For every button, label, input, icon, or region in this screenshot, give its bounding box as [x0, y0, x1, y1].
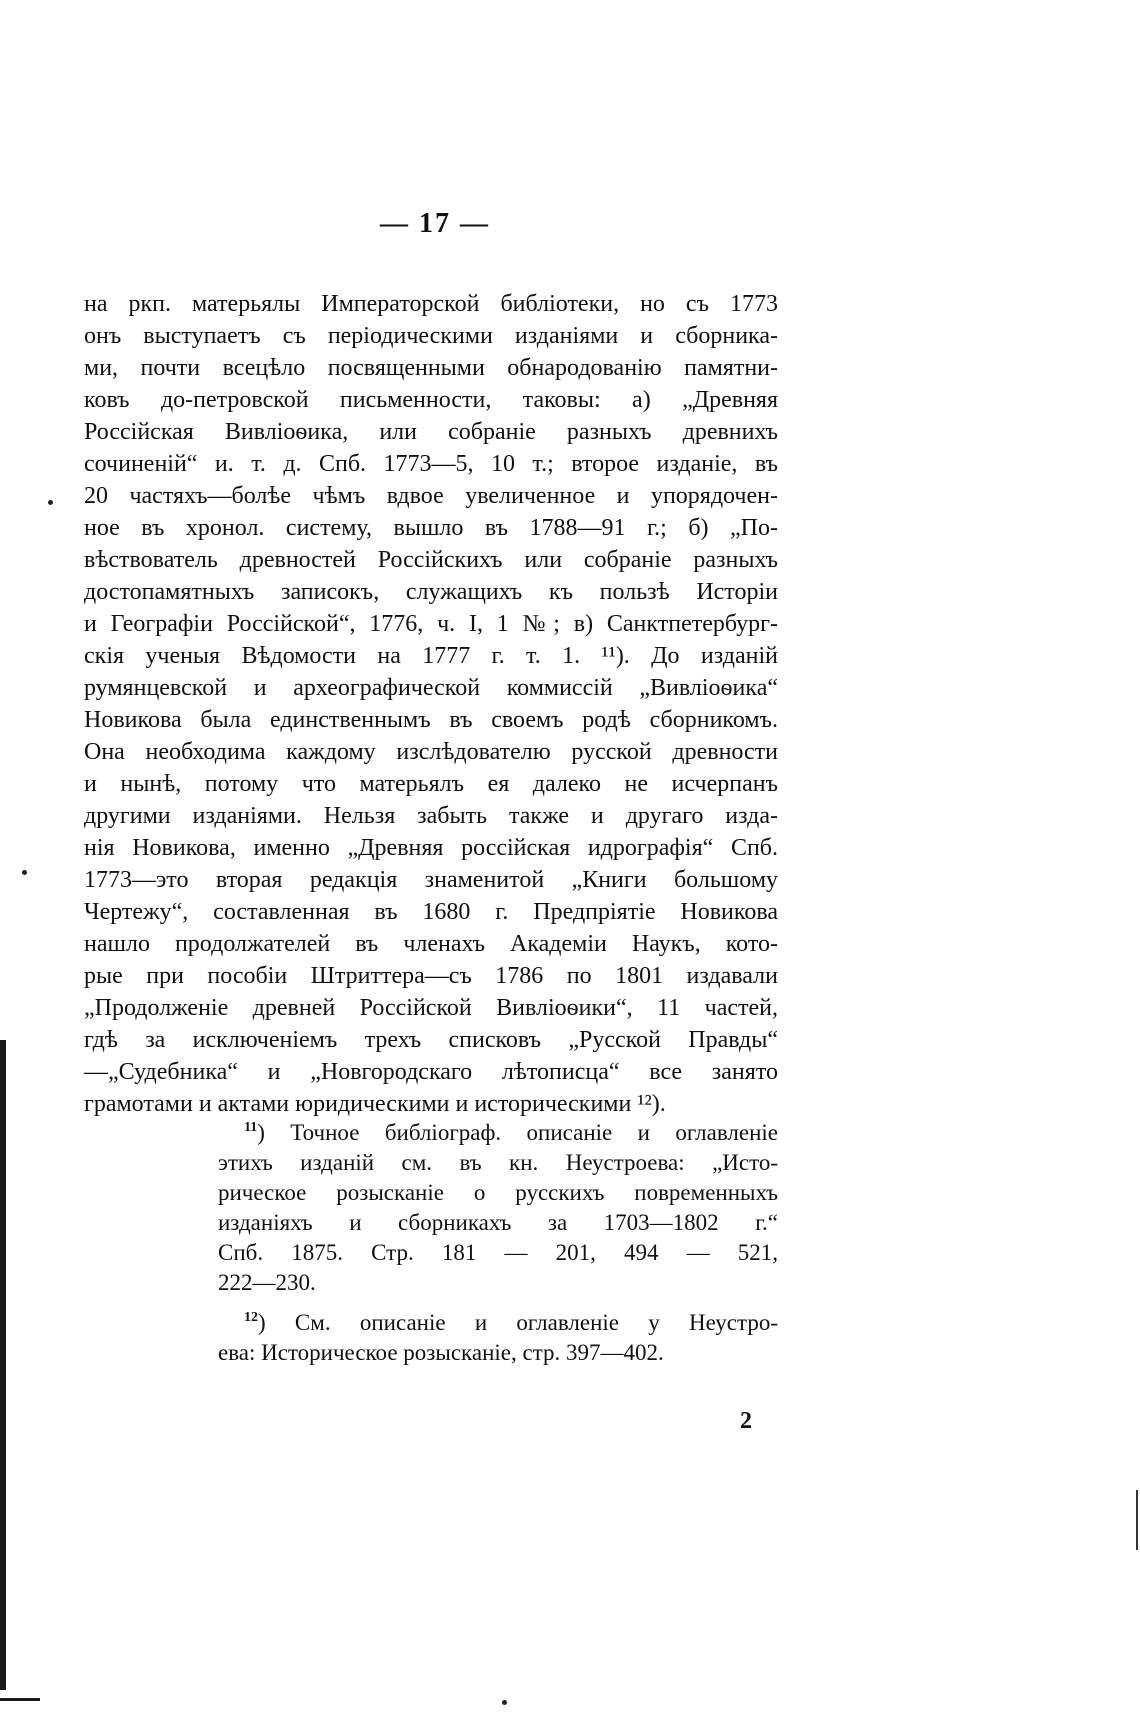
- footnote-line: Спб. 1875. Стр. 181 — 201, 494 — 521,: [218, 1240, 778, 1265]
- footnote-line: этихъ изданій см. въ кн. Неустроева: „Исто-: [218, 1150, 778, 1175]
- text-line: и Географіи Россійской“, 1776, ч. I, 1 №; в) Санктпетербург-: [84, 611, 778, 637]
- scan-shadow-bottom: [0, 1698, 40, 1701]
- text-line: ное въ хронол. систему, вышло въ 1788—91 г.; б) „По-: [84, 515, 778, 541]
- text-line: Россійская Вивліоѳика, или собраніе разныхъ древнихъ: [84, 419, 778, 445]
- text-line: нашло продолжателей въ членахъ Академіи Наукъ, кото-: [84, 931, 778, 957]
- text-line: 20 частяхъ—болѣе чѣмъ вдвое увеличенное и упорядочен-: [84, 483, 778, 509]
- scan-speck: [502, 1700, 507, 1705]
- footnote: [218, 1118, 778, 1298]
- text-line: гдѣ за исключеніемъ трехъ списковъ „Русской Правды“: [84, 1027, 778, 1053]
- text-line: сочиненій“ и. т. д. Спб. 1773—5, 10 т.; второе изданіе, въ: [84, 451, 778, 477]
- footnote-marker: 12: [244, 1310, 258, 1325]
- text-line: на ркп. матерьялы Императорской библіотеки, но съ 1773: [84, 291, 778, 317]
- text-line: —„Судебника“ и „Новгородскаго лѣтописца“ все занято: [84, 1059, 778, 1085]
- signature-mark: 2: [740, 1408, 752, 1434]
- text-line: грамотами и актами юридическими и историческими ¹²).: [84, 1091, 666, 1117]
- text-line: скія ученыя Вѣдомости на 1777 г. т. 1. ¹¹). До изданій: [84, 643, 778, 669]
- text-line: нія Новикова, именно „Древняя россійская идрографія“ Спб.: [84, 835, 778, 861]
- footnotes: [218, 1118, 778, 1378]
- text-line: другими изданіями. Нельзя забыть также и другаго изда-: [84, 803, 778, 829]
- text-line: вѣствователь древностей Россійскихъ или собраніе разныхъ: [84, 547, 778, 573]
- text-line: 1773—это вторая редакція знаменитой „Книги большому: [84, 867, 778, 893]
- text-line: румянцевской и археографической коммиссій „Вивліоѳика“: [84, 675, 778, 701]
- footnote-line: [218, 1118, 778, 1148]
- footnote-line: 222—230.: [218, 1270, 316, 1295]
- text-line: Чертежу“, составленная въ 1680 г. Предпріятіе Новикова: [84, 899, 778, 925]
- text-line: рые при пособіи Штриттера—съ 1786 по 1801 издавали: [84, 963, 778, 989]
- text-line: „Продолженіе древней Россійской Вивліоѳики“, 11 частей,: [84, 995, 778, 1021]
- text-line: ми, почти всецѣло посвященными обнародованію памятни-: [84, 355, 778, 381]
- footnote-marker: 11: [244, 1120, 258, 1135]
- scan-shadow-edge: [0, 1040, 6, 1690]
- footnote-text: ) Точное библіограф. описаніе и оглавленіе: [257, 1120, 778, 1145]
- page-number: — 17 —: [380, 208, 490, 239]
- footnote: [218, 1308, 778, 1368]
- text-line: достопамятныхъ записокъ, служащихъ къ пользѣ Исторіи: [84, 579, 778, 605]
- footnote-text: ) См. описаніе и оглавленіе у Неустро-: [258, 1310, 778, 1335]
- text-line: онъ выступаетъ съ періодическими изданіями и сборника-: [84, 323, 778, 349]
- footnote-line: рическое розысканіе о русскихъ повременныхъ: [218, 1180, 778, 1205]
- footnote-line: изданіяхъ и сборникахъ за 1703—1802 г.“: [218, 1210, 778, 1235]
- main-text: [84, 288, 778, 1120]
- text-line: Новикова была единственнымъ въ своемъ родѣ сборникомъ.: [84, 707, 778, 733]
- scan-speck: [48, 500, 53, 505]
- scan-mark-right: [1136, 1490, 1138, 1550]
- footnote-line: [218, 1308, 778, 1338]
- footnote-line: ева: Историческое розысканіе, стр. 397—402.: [218, 1340, 664, 1365]
- text-line: и нынѣ, потому что матерьялъ ея далеко не исчерпанъ: [84, 771, 778, 797]
- text-line: ковъ до-петровской письменности, таковы: а) „Древняя: [84, 387, 778, 413]
- scan-speck: [22, 870, 27, 875]
- text-line: Она необходима каждому изслѣдователю русской древности: [84, 739, 778, 765]
